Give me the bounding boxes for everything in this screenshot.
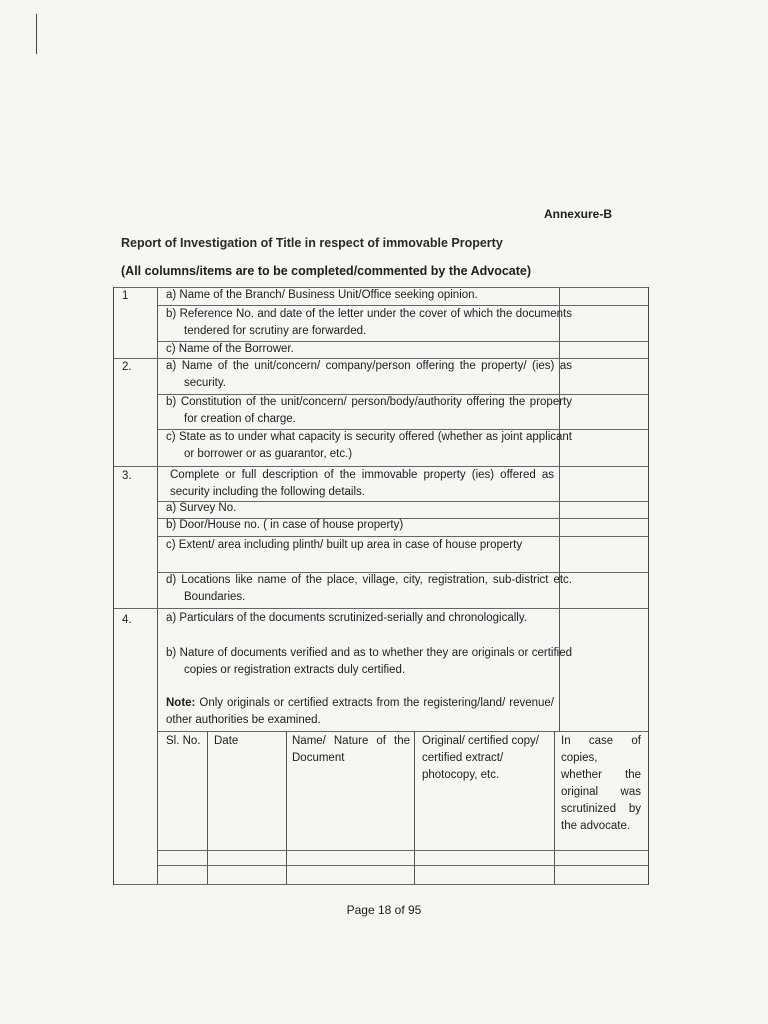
note-text: Only originals or certified extracts from the registering/land/ revenue/ other authorities be examined. xyxy=(166,697,554,726)
col-document-name: Name/ Nature of the Document xyxy=(292,735,410,764)
row2-item-c: c) State as to under what capacity is security offered (whether as joint applicant or borrower or as guarantor, etc.) xyxy=(166,431,572,460)
row3-item-a: a) Survey No. xyxy=(166,502,237,514)
row3-item-b: b) Door/House no. ( in case of house property) xyxy=(166,519,404,531)
col-original: Original/ certified copy/ certified extract/ photocopy, etc. xyxy=(422,735,539,781)
subtable-divider xyxy=(286,731,287,885)
row3-item-d: d) Locations like name of the place, village, city, registration, sub-district etc. Boundaries. xyxy=(166,574,572,603)
row1-item-b: b) Reference No. and date of the letter under the cover of which the documents tendered for scrutiny are forwarded. xyxy=(166,308,572,337)
row3-intro: Complete or full description of the immovable property (ies) offered as security including the following details. xyxy=(170,469,554,498)
row1-item-c: c) Name of the Borrower. xyxy=(166,343,294,355)
subtable-divider xyxy=(554,731,555,885)
col-sl-no: Sl. No. xyxy=(166,735,201,747)
report-title: Report of Investigation of Title in respect of immovable Property xyxy=(121,236,503,250)
margin-mark xyxy=(36,14,37,54)
divider xyxy=(157,731,648,732)
row-number-4: 4. xyxy=(122,614,132,626)
row1-item-a: a) Name of the Branch/ Business Unit/Office seeking opinion. xyxy=(166,289,478,301)
row3-item-c: c) Extent/ area including plinth/ built up area in case of house property xyxy=(166,539,523,551)
investigation-table xyxy=(113,287,649,885)
col-date: Date xyxy=(214,735,239,747)
subtable-divider xyxy=(207,731,208,885)
row-number-1: 1 xyxy=(122,290,129,302)
divider xyxy=(157,865,648,866)
row4-note xyxy=(166,695,554,729)
row-number-2: 2. xyxy=(122,361,132,373)
col-copies-scrutinized: In case of copies, whether the original was scrutinized by the advocate. xyxy=(561,735,641,832)
row4-item-a: a) Particulars of the documents scrutinized-serially and chronologically. xyxy=(166,612,527,624)
row-number-3: 3. xyxy=(122,470,132,482)
subtable-divider xyxy=(414,731,415,885)
row2-item-b: b) Constitution of the unit/concern/ person/body/authority offering the property for creation of charge. xyxy=(166,396,572,425)
row2-item-a: a) Name of the unit/concern/ company/person offering the property/ (ies) as security. xyxy=(166,360,572,389)
note-label: Note: xyxy=(166,697,196,709)
row4-item-b: b) Nature of documents verified and as to whether they are originals or certified copies or registration extracts duly certified. xyxy=(166,647,572,676)
report-subtitle: (All columns/items are to be completed/commented by the Advocate) xyxy=(121,264,532,278)
num-column-divider xyxy=(157,287,158,885)
table-bottom-border xyxy=(114,884,648,885)
annexure-label: Annexure-B xyxy=(543,207,612,221)
page-number: Page 18 of 95 xyxy=(346,903,422,917)
divider xyxy=(157,850,648,851)
divider xyxy=(114,608,648,609)
